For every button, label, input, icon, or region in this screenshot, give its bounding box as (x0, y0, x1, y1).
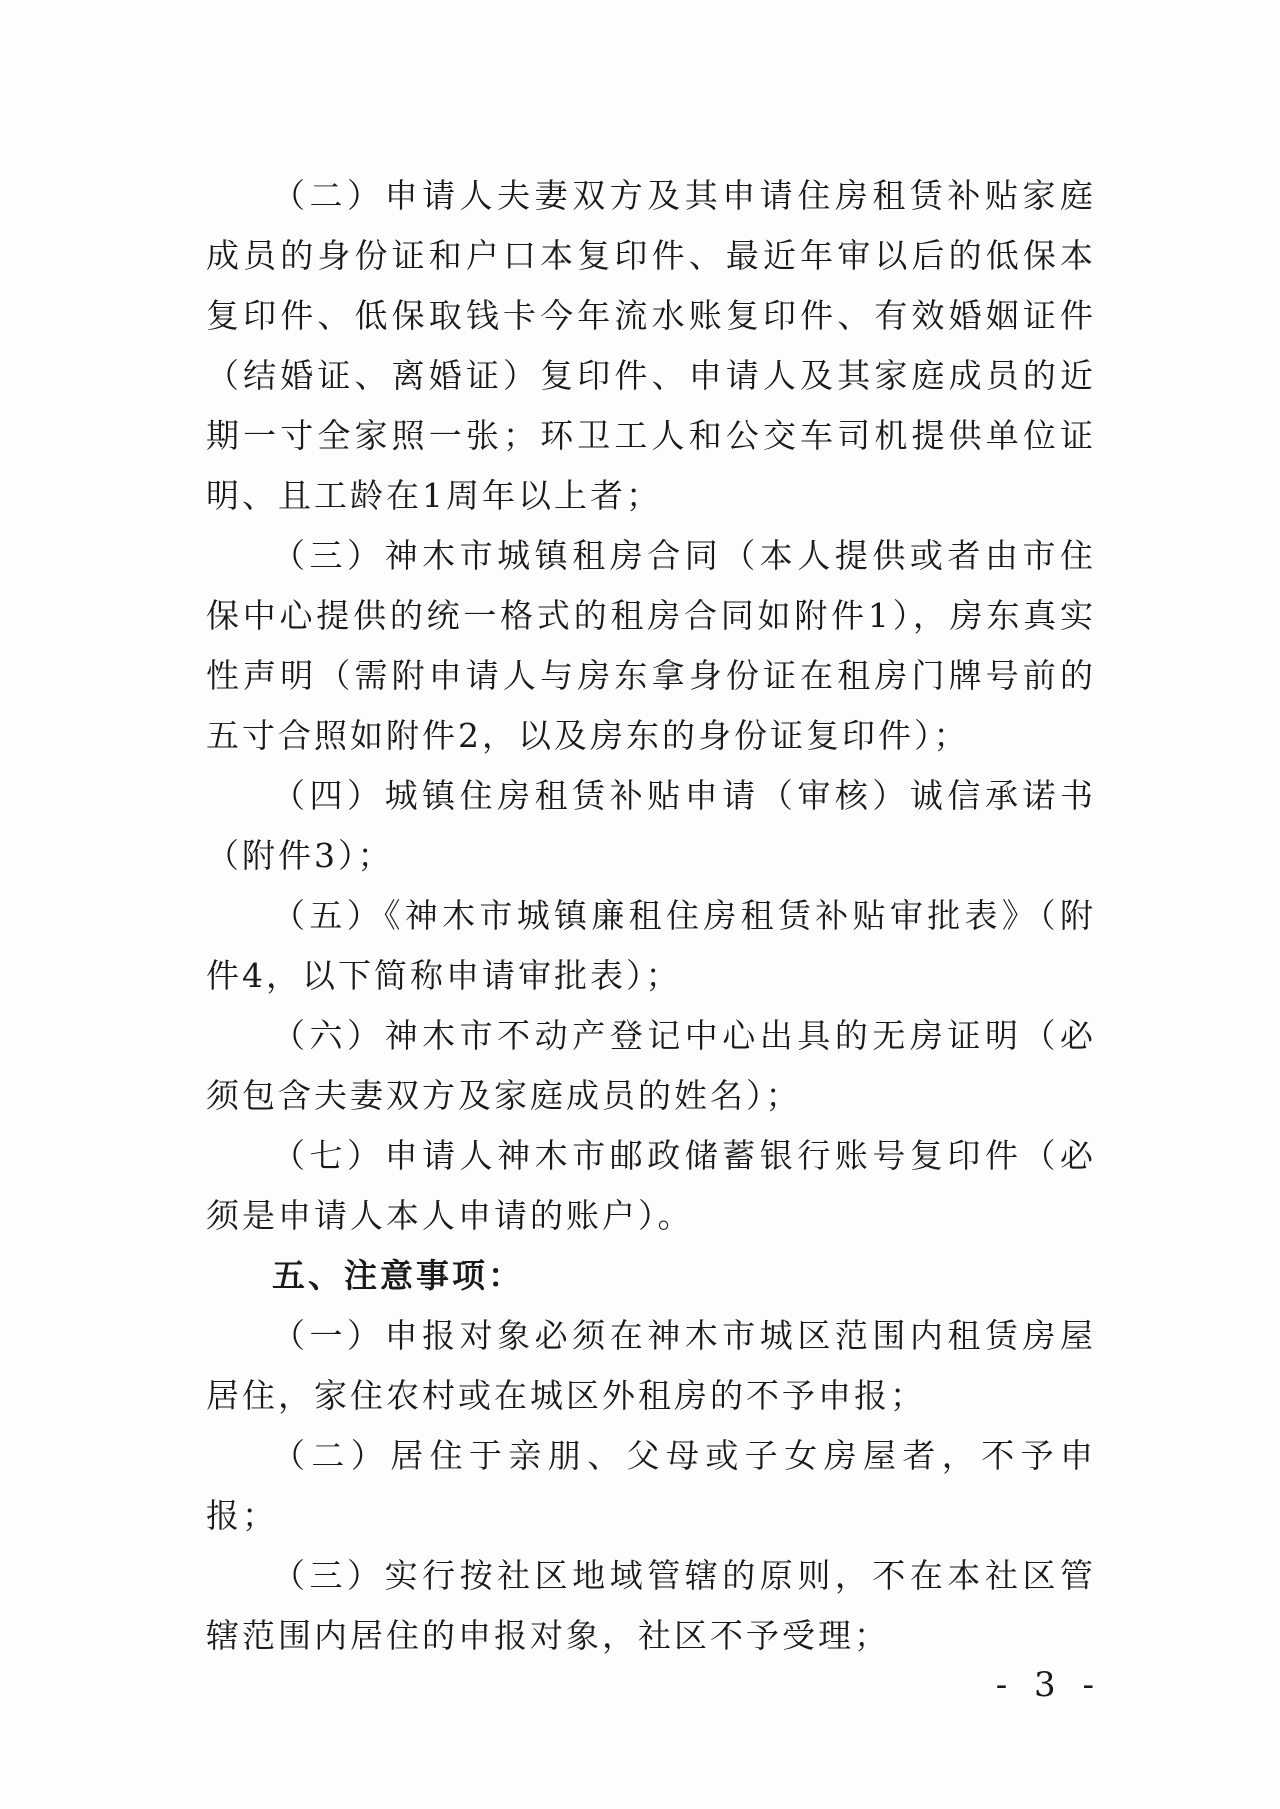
paragraph-item-7: （七）申请人神木市邮政储蓄银行账号复印件（必须是申请人本人申请的账户）。 (206, 1136, 1096, 1235)
document-body (206, 166, 1096, 1666)
paragraph-item-2: （二）申请人夫妻双方及其申请住房租赁补贴家庭成员的身份证和户口本复印件、最近年审以后的低保本复印件、低保取钱卡今年流水账复印件、有效婚姻证件（结婚证、离婚证）复印件、申请人及其家庭成员的近期一寸全家照一张；环卫工人和公交车司机提供单位证明、且工龄在1周年以上者； (206, 176, 1096, 515)
paragraph-item-4: （四）城镇住房租赁补贴申请（审核）诚信承诺书（附件3）； (206, 776, 1096, 875)
paragraph-item-6: （六）神木市不动产登记中心出具的无房证明（必须包含夫妻双方及家庭成员的姓名）； (206, 1016, 1096, 1115)
note-item-2: （二）居住于亲朋、父母或子女房屋者，不予申报； (206, 1436, 1096, 1535)
page-number: - 3 - (995, 1665, 1102, 1705)
paragraph-item-3: （三）神木市城镇租房合同（本人提供或者由市住保中心提供的统一格式的租房合同如附件1），房东真实性声明（需附申请人与房东拿身份证在租房门牌号前的五寸合照如附件2，以及房东的身份证复印件）； (206, 536, 1096, 755)
note-item-1: （一）申报对象必须在神木市城区范围内租赁房屋居住，家住农村或在城区外租房的不予申报； (206, 1316, 1096, 1415)
note-item-3: （三）实行按社区地域管辖的原则，不在本社区管辖范围内居住的申报对象，社区不予受理； (206, 1556, 1096, 1655)
section-heading-notes: 五、注意事项： (272, 1256, 524, 1295)
paragraph-item-5: （五）《神木市城镇廉租住房租赁补贴审批表》（附件4，以下简称申请审批表）； (206, 896, 1096, 995)
